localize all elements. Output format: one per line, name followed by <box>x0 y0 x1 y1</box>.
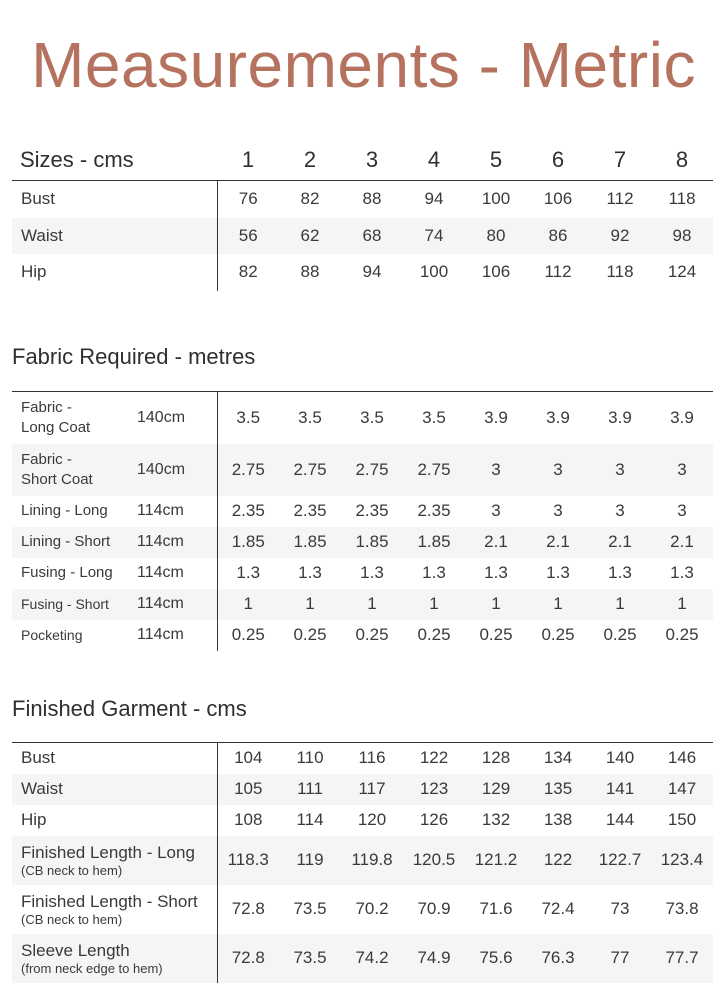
table-cell: 3.9 <box>527 392 589 444</box>
row-label-cell <box>12 934 217 983</box>
row-label: Bust <box>21 748 56 768</box>
row-note: (CB neck to hem) <box>21 911 123 927</box>
row-label: Bust <box>12 181 217 218</box>
table-cell: 150 <box>667 810 697 829</box>
table-cell: 121.2 <box>465 836 527 885</box>
fabric-table <box>12 391 713 651</box>
table-cell: 146 <box>651 743 713 774</box>
table-row <box>12 743 713 774</box>
table-cell: 1.85 <box>341 527 403 558</box>
table-cell: 122.7 <box>589 836 651 885</box>
row-label: Fabric - Long Coat <box>12 392 127 444</box>
table-cell: 1 <box>403 589 465 620</box>
table-cell: 111 <box>279 774 341 805</box>
table-row <box>12 527 713 558</box>
table-cell: 72.4 <box>541 899 575 918</box>
table-cell: 1.85 <box>217 527 279 558</box>
table-cell: 147 <box>651 774 713 805</box>
table-cell: 100 <box>481 189 511 209</box>
table-cell: 120.5 <box>403 836 465 885</box>
table-cell: 2.75 <box>279 444 341 496</box>
sizes-table-body <box>12 181 713 291</box>
table-cell: 3.9 <box>465 392 527 444</box>
table-cell: 1.3 <box>484 563 508 582</box>
table-cell: 92 <box>589 218 651 254</box>
table-row <box>12 444 713 496</box>
table-cell: 1.3 <box>670 563 694 582</box>
table-cell: 3 <box>491 501 501 520</box>
table-cell: 3 <box>465 444 527 496</box>
table-cell: 3 <box>677 501 687 520</box>
table-cell: 94 <box>362 262 382 281</box>
table-cell: 123 <box>403 774 465 805</box>
size-label: 6 <box>527 140 589 181</box>
table-cell: 124 <box>667 262 697 281</box>
table-cell: 1 <box>279 589 341 620</box>
table-cell: 1 <box>651 589 713 620</box>
table-cell: 0.25 <box>417 625 451 644</box>
table-cell: 128 <box>465 743 527 774</box>
table-cell: 106 <box>481 262 511 281</box>
fabric-width: 114cm <box>127 558 217 589</box>
table-cell: 80 <box>465 218 527 254</box>
table-cell: 2.1 <box>527 527 589 558</box>
table-cell: 3 <box>615 501 625 520</box>
table-cell: 82 <box>238 262 258 281</box>
table-cell: 3.5 <box>279 392 341 444</box>
table-cell: 3.5 <box>341 392 403 444</box>
table-cell: 1.85 <box>403 527 465 558</box>
table-cell: 3 <box>651 444 713 496</box>
table-cell: 112 <box>544 262 572 281</box>
table-cell: 98 <box>651 218 713 254</box>
table-cell: 3.5 <box>217 392 279 444</box>
row-label: Fusing - Short <box>12 589 127 620</box>
fabric-width: 114cm <box>127 589 217 620</box>
table-row <box>12 805 713 836</box>
row-label: Waist <box>12 218 217 254</box>
size-label: 8 <box>651 140 713 181</box>
table-cell: 116 <box>341 743 403 774</box>
table-cell: 1.3 <box>236 563 261 582</box>
table-cell: 118 <box>668 189 696 209</box>
table-cell: 118 <box>606 262 634 281</box>
row-label: Fusing - Long <box>21 564 113 581</box>
row-label: Waist <box>21 779 63 798</box>
table-cell: 74.9 <box>403 934 465 983</box>
table-cell: 3.9 <box>651 392 713 444</box>
fabric-width: 140cm <box>127 444 217 496</box>
table-cell: 135 <box>527 774 589 805</box>
table-cell: 132 <box>481 810 511 829</box>
table-cell: 76.3 <box>527 934 589 983</box>
row-note: (from neck edge to hem) <box>21 960 163 976</box>
table-cell: 3.9 <box>589 392 651 444</box>
table-row <box>12 589 713 620</box>
table-cell: 77 <box>589 934 651 983</box>
sizes-header-row <box>12 140 713 181</box>
table-cell: 73.5 <box>293 899 327 918</box>
table-cell: 0.25 <box>665 625 699 644</box>
size-label: 2 <box>279 140 341 181</box>
table-cell: 144 <box>605 810 635 829</box>
table-cell: 140 <box>589 743 651 774</box>
fabric-section-title: Fabric Required - metres <box>12 344 256 369</box>
row-label: Fabric - Short Coat <box>12 444 127 496</box>
table-cell: 0.25 <box>541 625 575 644</box>
row-label: Hip <box>21 810 47 829</box>
size-label: 5 <box>465 140 527 181</box>
table-cell: 2.1 <box>589 527 651 558</box>
table-cell: 3 <box>553 501 563 520</box>
table-cell: 62 <box>279 218 341 254</box>
table-cell: 71.6 <box>479 899 513 918</box>
fabric-table-body <box>12 392 713 651</box>
table-cell: 1.3 <box>298 563 322 582</box>
table-cell: 119 <box>279 836 341 885</box>
table-cell: 3.5 <box>403 392 465 444</box>
row-label: Finished Length - Long <box>21 842 195 862</box>
row-label-cell <box>12 774 217 805</box>
table-cell: 1 <box>527 589 589 620</box>
table-cell: 1 <box>589 589 651 620</box>
table-cell: 134 <box>527 743 589 774</box>
table-cell: 86 <box>527 218 589 254</box>
table-cell: 74.2 <box>341 934 403 983</box>
row-label: Hip <box>12 254 217 291</box>
table-cell: 118.3 <box>217 836 279 885</box>
table-cell: 1 <box>465 589 527 620</box>
table-cell: 1.3 <box>422 563 446 582</box>
row-label: Sleeve Length <box>21 940 130 960</box>
table-cell: 2.1 <box>465 527 527 558</box>
size-label: 3 <box>341 140 403 181</box>
table-row <box>12 620 713 651</box>
table-cell: 73 <box>610 899 630 918</box>
row-label: Lining - Short <box>12 527 127 558</box>
table-cell: 0.25 <box>603 625 637 644</box>
table-cell: 2.35 <box>293 501 327 520</box>
table-cell: 1.3 <box>360 563 384 582</box>
table-row <box>12 774 713 805</box>
table-cell: 0.25 <box>355 625 389 644</box>
table-cell: 105 <box>217 774 279 805</box>
table-cell: 114 <box>296 810 324 829</box>
table-cell: 70.9 <box>417 899 451 918</box>
fabric-width: 140cm <box>127 392 217 444</box>
table-cell: 126 <box>419 810 449 829</box>
table-cell: 0.25 <box>479 625 513 644</box>
finished-section-title: Finished Garment - cms <box>12 696 247 721</box>
table-cell: 88 <box>300 262 320 281</box>
row-label-cell <box>12 885 217 934</box>
table-cell: 122 <box>527 836 589 885</box>
table-cell: 119.8 <box>341 836 403 885</box>
row-label: Finished Length - Short <box>21 891 198 911</box>
finished-table <box>12 742 713 983</box>
row-label-cell <box>12 805 217 836</box>
table-cell: 2.35 <box>231 501 265 520</box>
table-cell: 1.3 <box>608 563 632 582</box>
table-row <box>12 885 713 934</box>
table-cell: 1 <box>341 589 403 620</box>
table-cell: 122 <box>403 743 465 774</box>
sizes-table <box>12 140 713 291</box>
finished-table-body <box>12 743 713 983</box>
table-cell: 76 <box>238 189 258 209</box>
table-cell: 100 <box>419 262 449 281</box>
table-cell: 68 <box>341 218 403 254</box>
table-cell: 3 <box>527 444 589 496</box>
table-row <box>12 836 713 885</box>
table-row <box>12 392 713 444</box>
table-cell: 2.75 <box>341 444 403 496</box>
row-label-cell <box>12 836 217 885</box>
table-cell: 75.6 <box>465 934 527 983</box>
row-label: Pocketing <box>21 627 83 643</box>
table-cell: 2.75 <box>403 444 465 496</box>
table-cell: 88 <box>362 189 382 209</box>
table-cell: 1.85 <box>279 527 341 558</box>
size-label: 7 <box>589 140 651 181</box>
table-cell: 108 <box>234 810 263 829</box>
sizes-table-header: Sizes - cms <box>12 140 217 181</box>
row-note: (CB neck to hem) <box>21 862 123 878</box>
table-cell: 120 <box>357 810 387 829</box>
table-cell: 2.35 <box>355 501 389 520</box>
page-title: Measurements - Metric <box>31 29 696 101</box>
table-cell: 3 <box>589 444 651 496</box>
table-cell: 70.2 <box>355 899 389 918</box>
row-label-cell <box>12 743 217 774</box>
table-cell: 112 <box>606 189 634 209</box>
table-cell: 73.5 <box>279 934 341 983</box>
table-cell: 117 <box>341 774 403 805</box>
table-row <box>12 181 713 218</box>
table-row <box>12 218 713 254</box>
table-cell: 73.8 <box>665 899 699 918</box>
table-row <box>12 934 713 983</box>
table-row <box>12 558 713 589</box>
table-cell: 1.3 <box>546 563 570 582</box>
table-cell: 94 <box>424 189 444 209</box>
table-cell: 82 <box>300 189 320 209</box>
table-cell: 72.8 <box>231 899 265 918</box>
table-cell: 2.1 <box>651 527 713 558</box>
size-label: 1 <box>217 140 279 181</box>
table-cell: 106 <box>543 189 573 209</box>
table-row <box>12 254 713 291</box>
table-cell: 72.8 <box>217 934 279 983</box>
table-cell: 0.25 <box>231 625 265 644</box>
table-cell: 129 <box>465 774 527 805</box>
table-cell: 110 <box>279 743 341 774</box>
table-cell: 141 <box>589 774 651 805</box>
table-cell: 2.75 <box>217 444 279 496</box>
size-label: 4 <box>403 140 465 181</box>
table-cell: 104 <box>217 743 279 774</box>
table-cell: 2.35 <box>417 501 451 520</box>
fabric-width: 114cm <box>127 620 217 651</box>
table-cell: 56 <box>217 218 279 254</box>
table-cell: 74 <box>403 218 465 254</box>
table-cell: 1 <box>217 589 279 620</box>
fabric-width: 114cm <box>127 527 217 558</box>
table-cell: 138 <box>543 810 573 829</box>
table-row <box>12 496 713 527</box>
fabric-width: 114cm <box>127 496 217 527</box>
table-cell: 123.4 <box>651 836 713 885</box>
table-cell: 0.25 <box>293 625 327 644</box>
table-cell: 77.7 <box>651 934 713 983</box>
row-label: Lining - Long <box>21 502 108 519</box>
